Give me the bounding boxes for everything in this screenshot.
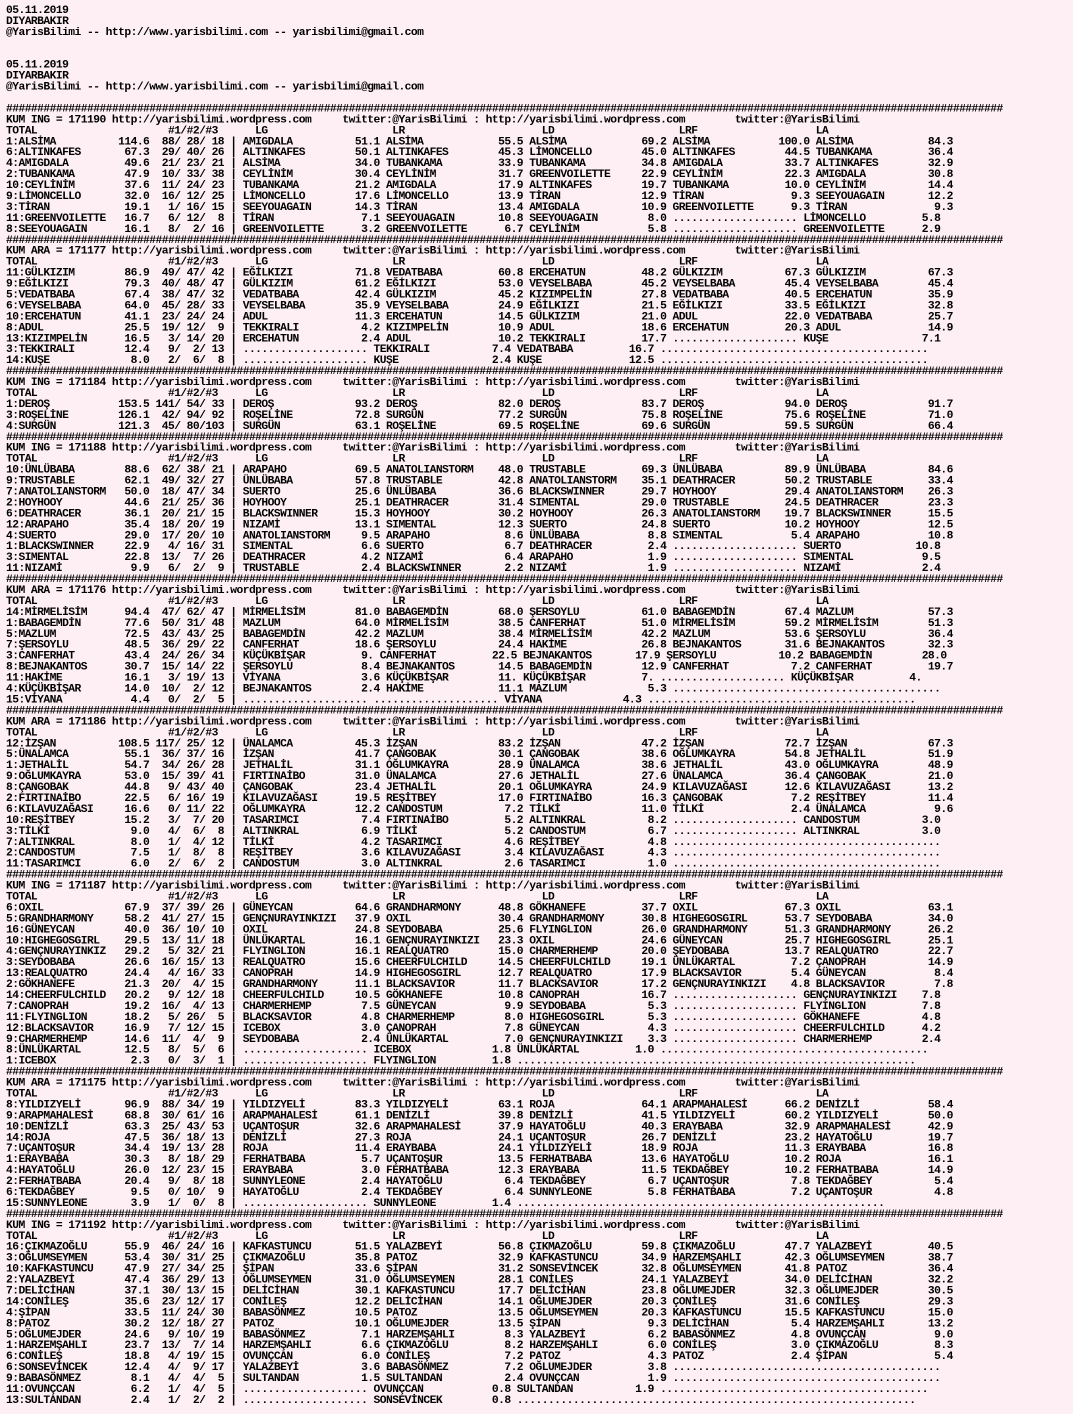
report-line: 10:ERCEHATUN 41.1 23/ 24/ 24 | ADUL 11.3 ERCEHATUN 14.5 GÜLKIZIM 21.0 ADUL 22.0 VEDATBABA 25.7 xyxy=(6,311,953,324)
report-line: TOTAL #1/#2/#3 LG LR LD LRF LA xyxy=(6,727,829,740)
report-line: 9:EĞİLKIZI 79.3 40/ 48/ 47 | GÜLKIZIM 61.2 EĞİLKIZI 53.0 VEYSELBABA 45.2 VEYSELBABA 45.4 VEYSELBABA 45.4 xyxy=(6,278,953,291)
report-line: 6:VEYSELBABA 64.0 45/ 28/ 33 | VEYSELBABA 35.9 VEYSELBABA 24.9 EĞİLKIZI 21.5 EĞİLKIZI 33.5 EĞİLKIZI 32.8 xyxy=(6,300,953,313)
report-line: 2:CANDOSTUM 7.5 1/ 8/ 8 | REŞİTBEY 3.6 KILAVUZAĞASI 3.4 KILAVUZAĞASI 4.3 ........................................... xyxy=(6,847,941,860)
report-line: ################################################################################################################################################################ xyxy=(6,366,1003,379)
report-line: TOTAL #1/#2/#3 LG LR LD LRF LA xyxy=(6,1230,829,1243)
report-line: 4:HAYATOĞLU 26.0 12/ 23/ 15 | ERAYBABA 3.0 FERHATBABA 12.3 ERAYBABA 11.5 TEKDAĞBEY 10.2 FERHATBABA 14.9 xyxy=(6,1165,953,1178)
report-line: 8:ÇANGOBAK 44.8 9/ 43/ 40 | ÇANGOBAK 23.4 JETHALİL 20.1 OĞLUMKAYRA 24.9 KILAVUZAĞASI 12.6 KILAVUZAĞASI 13.2 xyxy=(6,782,953,795)
report-line: 12:BLACKSAVIOR 16.9 7/ 12/ 15 | ICEBOX 3.0 ÇANOPRAH 7.8 GÜNEYCAN 4.3 .................... CHEERFULCHILD 4.2 xyxy=(6,1022,941,1035)
report-line: 8:BEJNAKANTOS 30.7 15/ 14/ 22 | ŞERSOYLU 8.4 BEJNAKANTOS 14.5 BABAGEMDİN 12.9 CANFERHAT 7.2 CANFERHAT 19.7 xyxy=(6,661,953,674)
report-line: 1:BLACKSWINNER 22.9 4/ 16/ 31 | SIMENTAL 6.6 SUERTO 6.7 DEATHRACER 2.4 .................... SUERTO 10.8 xyxy=(6,541,941,554)
report-line: 13:REALQUATRO 24.4 4/ 16/ 33 | CANOPRAH 14.9 HIGHEGOSGIRL 12.7 REALQUATRO 17.9 BLACKSAVIOR 5.4 GÜNEYCAN 8.4 xyxy=(6,968,953,981)
report-line: 4:SUERTO 29.0 17/ 20/ 10 | ANATOLIANSTORM 9.5 ARAPAHO 8.6 ÜNLÜBABA 8.8 SIMENTAL 5.4 ARAPAHO 10.8 xyxy=(6,530,953,543)
report-line: 10:HIGHEGOSGIRL 29.5 13/ 11/ 18 | ÜNLÜKARTAL 16.1 GENÇNURAYINKIZI 23.3 OXIL 24.6 GÜNEYCAN 25.7 HIGHEGOSGIRL 25.1 xyxy=(6,935,953,948)
report-line: ################################################################################################################################################################ xyxy=(6,431,1003,444)
report-line: KUM ARA = 171186 http://yarisbilimi.wordpress.com twitter:@YarisBilimi : http://yarisbilimi.wordpress.com twitter:@YarisBilimi xyxy=(6,716,860,729)
report-line: 14:MİRMELİSİM 94.4 47/ 62/ 47 | MİRMELİSİM 81.0 BABAGEMDİN 68.0 ŞERSOYLU 61.0 BABAGEMDİN 67.4 MAZLUM 57.3 xyxy=(6,606,953,619)
report-line: 15:VİYANA 4.4 0/ 2/ 5 | .................... .................... VİYANA 4.3 ........................................... xyxy=(6,694,916,707)
report-line: 13:KIZIMPELİN 16.5 3/ 14/ 20 | ERCEHATUN 2.4 ADUL 10.2 TEKKIRALI 17.7 .................... KUŞE 7.1 xyxy=(6,333,941,346)
report-line: @YarisBilimi -- http://www.yarisbilimi.com -- yarisbilimi@gmail.com xyxy=(6,26,424,39)
report-line: 8:ADUL 25.5 19/ 12/ 9 | TEKKIRALI 4.2 KIZIMPELİN 10.9 ADUL 18.6 ERCEHATUN 20.3 ADUL 14.9 xyxy=(6,322,953,335)
report-line: 10:REŞİTBEY 15.2 3/ 7/ 20 | TASARIMCI 7.4 FIRTINAİBO 5.2 ALTINKRAL 8.2 .................... CANDOSTUM 3.0 xyxy=(6,814,941,827)
report-line: 8:YILDIZYELİ 96.9 88/ 34/ 19 | YILDIZYELİ 83.3 YILDIZYELİ 63.1 ROJA 64.1 ARAPMAHALESİ 66.2 DENİZLİ 58.4 xyxy=(6,1099,953,1112)
report-line: 4:GENÇNURAYINKIZ 29.2 5/ 32/ 21 | FLYINGLION 16.1 REALQUATRO 15.0 CHARMERHEMP 20.0 ŞEYDOBABA 13.7 REALQUATRO 22.7 xyxy=(6,946,953,959)
report-line: 3:OĞLUMSEYMEN 53.4 30/ 31/ 25 | ÇIKMAZOĞLU 35.8 PATOZ 32.9 KAFKASTUNCU 34.9 HARZEMŞAHLI 42.3 OĞLUMSEYMEN 38.7 xyxy=(6,1252,953,1265)
report-line: 8:ÜNLÜKARTAL 12.5 8/ 5/ 6 | .................... ICEBOX 1.8 ÜNLÜKARTAL 1.0 ........................................... xyxy=(6,1044,928,1057)
report-line: 10:CEYLİNİM 37.6 11/ 24/ 23 | TUBANKAMA 21.2 AMIGDALA 17.9 ALTINKAFES 19.7 TUBANKAMA 10.0 CEYLİNİM 14.4 xyxy=(6,180,953,193)
report-line: 11:HAKİME 16.1 3/ 19/ 13 | VİYANA 3.6 KÜÇÜKBİŞAR 11. KÜÇÜKBİŞAR 7. .................... KÜÇÜKBİŞAR 4. xyxy=(6,672,922,685)
report-line: 12:İZŞAN 108.5 117/ 25/ 12 | ÜNALAMCA 45.3 İZŞAN 83.2 İZŞAN 47.2 İZŞAN 72.7 İZŞAN 67.3 xyxy=(6,738,953,751)
report-line: TOTAL #1/#2/#3 LG LR LD LRF LA xyxy=(6,1088,829,1101)
report-line: 7:ALTINKRAL 8.0 1/ 4/ 12 | TİLKİ 4.2 TASARIMCI 4.6 REŞİTBEY 4.8 ........................................... xyxy=(6,836,941,849)
report-line: 1:HARZEMŞAHLI 23.7 13/ 7/ 14 | HARZEMŞAHLI 6.6 ÇIKMAZOĞLU 8.2 HARZEMŞAHLI 6.0 CONİLEŞ 3.0 ÇIKMAZOĞLU 8.3 xyxy=(6,1340,953,1353)
report-line: TOTAL #1/#2/#3 LG LR LD LRF LA xyxy=(6,453,829,466)
report-line: @YarisBilimi -- http://www.yarisbilimi.com -- yarisbilimi@gmail.com xyxy=(6,81,424,94)
report-line: KUM ING = 171192 http://yarisbilimi.wordpress.com twitter:@YarisBilimi : http://yarisbilimi.wordpress.com twitter:@YarisBilimi xyxy=(6,1219,860,1232)
report-line: 5:VEDATBABA 67.4 38/ 47/ 32 | VEDATBABA 42.4 GÜLKIZIM 45.2 KIZIMPELİN 27.8 VEDATBABA 40.5 ERCEHATUN 35.9 xyxy=(6,289,953,302)
report-line: DIYARBAKIR xyxy=(6,15,69,28)
report-line: 11:GÜLKIZIM 86.9 49/ 47/ 42 | EĞİLKIZI 71.8 VEDATBABA 60.8 ERCEHATUN 48.2 GÜLKIZIM 67.3 GÜLKIZIM 67.3 xyxy=(6,267,953,280)
report-line: 10:KAFKASTUNCU 47.9 27/ 34/ 25 | ŞİPAN 33.6 ŞİPAN 31.2 SONSEVİNCEK 32.8 OĞLUMSEYMEN 41.8 PATOZ 36.4 xyxy=(6,1263,953,1276)
report-line: 4:ŞİPAN 33.5 11/ 24/ 30 | BABASÖNMEZ 10.5 PATOZ 13.5 OĞLUMSEYMEN 20.3 KAFKASTUNCU 15.5 KAFKASTUNCU 15.0 xyxy=(6,1307,953,1320)
report-line: ################################################################################################################################################################ xyxy=(6,574,1003,587)
report-line: 7:DELİCİHAN 37.1 30/ 13/ 15 | DELİCİHAN 30.1 KAFKASTUNCU 17.7 DELİCİHAN 23.8 OĞLUMEJDER 32.3 OĞLUMEJDER 30.5 xyxy=(6,1285,953,1298)
report-line: ################################################################################################################################################################ xyxy=(6,869,1003,882)
report-line: DIYARBAKIR xyxy=(6,70,69,83)
report-line: 3:TİRAN 19.1 1/ 16/ 15 | SEEYOUAGAIN 14.3 TİRAN 13.4 AMIGDALA 10.9 GREENVOILETTE 9.3 TİRAN 9.3 xyxy=(6,201,953,214)
report-line: 9:CHARMERHEMP 14.6 11/ 4/ 9 | SEYDOBABA 2.4 ÜNLÜKARTAL 7.0 GENÇNURAYINKIZI 3.3 .................... CHARMERHEMP 2.4 xyxy=(6,1033,941,1046)
report-line: 14:CHEERFULCHILD 20.2 9/ 12/ 18 | CHEERFULCHILD 10.5 GÖKHANEFE 10.8 CANOPRAH 16.7 .................... GENÇNURAYINKIZI 7.8 xyxy=(6,990,941,1002)
report-line: 5:GRANDHARMONY 58.2 41/ 27/ 15 | GENÇNURAYINKIZI 37.9 OXIL 30.4 GRANDHARMONY 30.8 HIGHEGOSGIRL 53.7 SEYDOBABA 34.0 xyxy=(6,913,953,926)
report-line: 2:FERHATBABA 20.4 9/ 8/ 18 | SUNNYLEONE 2.4 HAYATOĞLU 6.4 TEKDAĞBEY 6.7 UÇANTOŞUR 7.8 TEKDAĞBEY 5.4 xyxy=(6,1176,953,1189)
report-line: 4:AMIGDALA 49.6 21/ 23/ 21 | ALSİMA 34.0 TUBANKAMA 33.9 TUBANKAMA 34.8 AMIGDALA 33.7 ALTINKAFES 32.9 xyxy=(6,158,953,171)
report-line: 13:SULTANDAN 2.4 1/ 2/ 2 | .................... SONSEVİNCEK 0.8 ................................................................ xyxy=(6,1394,916,1407)
report-line: 05.11.2019 xyxy=(6,59,69,72)
report-line: 6:ALTINKAFES 67.3 29/ 40/ 26 | ALTINKAFES 50.1 ALTINKAFES 45.3 LİMONCELLO 45.0 ALTINKAFES 44.5 TUBANKAMA 36.4 xyxy=(6,147,953,160)
report-line: TOTAL #1/#2/#3 LG LR LD LRF LA xyxy=(6,256,829,269)
report-line: 1:ICEBOX 2.3 0/ 3/ 1 | .................... FLYINGLION 1.8 ................................................................ xyxy=(6,1055,916,1068)
report-line: 2:YALAZBEYİ 47.4 36/ 29/ 13 | OĞLUMSEYMEN 31.0 OĞLUMSEYMEN 28.1 CONİLEŞ 24.1 YALAZBEYİ 34.0 DELİCİHAN 32.2 xyxy=(6,1274,953,1287)
report-line: 4:KÜÇÜKBİŞAR 14.0 10/ 2/ 12 | BEJNAKANTOS 2.4 HAKİME 11.1 MAZLUM 5.3 ........................................... xyxy=(6,683,941,696)
report-line: 11:TASARIMCI 6.0 2/ 6/ 2 | CANDOSTUM 3.0 ALTINKRAL 2.6 TASARIMCI 1.0 ........................................... xyxy=(6,858,941,871)
report-line: TOTAL #1/#2/#3 LG LR LD LRF LA xyxy=(6,891,829,904)
report-line: 2:TUBANKAMA 47.9 10/ 33/ 38 | CEYLİNİM 30.4 CEYLİNİM 31.7 GREENVOILETTE 22.9 CEYLİNİM 22.3 AMIGDALA 30.8 xyxy=(6,169,953,182)
report-line: 3:TEKKIRALI 12.4 9/ 2/ 13 | .................... TEKKIRALI 7.4 VEDATBABA 16.7 ........................................... xyxy=(6,344,928,357)
report-line: 2:HOYHOOY 44.6 21/ 25/ 36 | HOYHOOY 25.1 DEATHRACER 31.4 SIMENTAL 29.0 TRUSTABLE 24.5 DEATHRACER 23.3 xyxy=(6,497,953,510)
report-line: KUM ING = 171184 http://yarisbilimi.wordpress.com twitter:@YarisBilimi : http://yarisbilimi.wordpress.com twitter:@YarisBilimi xyxy=(6,377,860,390)
report-line: 5:MAZLUM 72.5 43/ 43/ 25 | BABAGEMDİN 42.2 MAZLUM 38.4 MİRMELİSİM 42.2 MAZLUM 53.6 ŞERSOYLU 36.4 xyxy=(6,628,953,641)
report-line: 3:TİLKİ 9.0 4/ 6/ 8 | ALTINKRAL 6.9 TİLKİ 5.2 CANDOSTUM 6.7 .................... ALTINKRAL 3.0 xyxy=(6,825,941,838)
report-line: 16:GÜNEYCAN 40.0 36/ 10/ 10 | OXIL 24.8 SEYDOBABA 25.6 FLYINGLION 26.0 GRANDHARMONY 51.3 GRANDHARMONY 26.2 xyxy=(6,924,953,937)
report-line: 1:ALSİMA 114.6 88/ 28/ 18 | AMIGDALA 51.1 ALSİMA 55.5 ALSİMA 69.2 ALSİMA 100.0 ALSİMA 84.3 xyxy=(6,136,953,149)
report-line: 11:GREENVOILETTE 16.7 6/ 12/ 8 | TİRAN 7.1 SEEYOUAGAIN 10.8 SEEYOUAGAIN 8.0 .................... LİMONCELLO 5.8 xyxy=(6,212,941,225)
report-line: 10:ÜNLÜBABA 88.6 62/ 38/ 21 | ARAPAHO 69.5 ANATOLIANSTORM 48.0 TRUSTABLE 69.3 ÜNLÜBABA 89.9 ÜNLÜBABA 84.6 xyxy=(6,464,953,477)
report-line: 7:UÇANTOŞUR 34.4 19/ 13/ 28 | ROJA 11.4 ERAYBABA 24.1 YILDIZYELİ 18.9 ROJA 11.3 ERAYBABA 16.8 xyxy=(6,1143,953,1156)
report-line: 6:TEKDAĞBEY 9.5 0/ 10/ 9 | HAYATOĞLU 2.4 TEKDAĞBEY 6.4 SUNNYLEONE 5.8 FERHATBABA 7.2 UÇANTOŞUR 4.8 xyxy=(6,1187,953,1199)
report-line xyxy=(6,50,1073,61)
report-line: ################################################################################################################################################################ xyxy=(6,103,1003,116)
report-line: 3:CANFERHAT 43.4 24/ 26/ 34 | KÜÇÜKBİŞAR 9. CANFERHAT 22.5 BEJNAKANTOS 17.9 ŞERSOYLU 10.2 BABAGEMDİN 28.0 xyxy=(6,650,947,663)
report-line: 2:GÖKHANEFE 21.3 20/ 4/ 15 | GRANDHARMONY 11.1 BLACKSAVIOR 11.7 BLACKSAVIOR 17.2 GENÇNURAYINKIZI 4.8 BLACKSAVIOR 7.8 xyxy=(6,979,953,992)
report-line: 7:ŞERSOYLU 48.5 36/ 29/ 22 | CANFERHAT 18.6 ŞERSOYLU 24.4 HAKİME 26.8 BEJNAKANTOS 31.6 BEJNAKANTOS 32.3 xyxy=(6,639,953,652)
report-line: 6:CONİLEŞ 18.8 4/ 19/ 15 | OVUNÇCAN 6.0 CONİLEŞ 7.2 PATOZ 4.3 PATOZ 2.4 ŞİPAN 5.4 xyxy=(6,1351,953,1364)
report-line: 14:CONİLEŞ 35.6 23/ 12/ 17 | CONİLEŞ 12.2 DELİCİHAN 14.1 OĞLUMEJDER 20.3 ÇONİLEŞ 31.6 CONİLEŞ 29.3 xyxy=(6,1296,953,1309)
report-line: 9:OĞLUMKAYRA 53.0 15/ 39/ 41 | FIRTINAİBO 31.0 ÜNALAMCA 27.6 JETHALİL 27.6 ÜNALAMCA 36.4 ÇANGOBAK 21.0 xyxy=(6,771,953,784)
report-line: 05.11.2019 xyxy=(6,4,69,17)
report-line: 6:DEATHRACER 36.1 20/ 21/ 15 | BLACKSWINNER 15.3 HOYHOOY 30.2 HOYHOOY 26.3 ANATOLIANSTORM 19.7 BLACKSWINNER 15.5 xyxy=(6,508,953,521)
report-line: ################################################################################################################################################################ xyxy=(6,1208,1003,1221)
report-line: 1:ERAYBABA 30.3 8/ 18/ 29 | FERHATBABA 5.7 UÇANTOŞUR 13.5 FERHATBABA 13.6 HAYATOĞLU 10.2 ROJA 16.1 xyxy=(6,1154,953,1167)
report-line: 10:DENİZLİ 63.3 25/ 43/ 53 | UÇANTOŞUR 32.6 ARAPMAHALESİ 37.9 HAYATOĞLU 40.3 ERAYBABA 32.9 ARAPMAHALESİ 42.9 xyxy=(6,1121,953,1134)
report-line: 2:FIRTINAİBO 22.5 6/ 16/ 19 | KILAVUZAĞASI 19.5 REŞİTBEY 17.0 FIRTINAİBO 16.3 ÇANGOBAK 7.2 REŞİTBEY 11.4 xyxy=(6,793,953,805)
report-line: 15:SUNNYLEONE 3.9 1/ 0/ 8 | .................... SUNNYLEONE 1.4 ........................................................... xyxy=(6,1197,885,1210)
report-line: 5:OĞLUMEJDER 24.6 9/ 10/ 19 | BABASÖNMEZ 7.1 HARZEMŞAHLI 8.3 YALAZBEYİ 6.2 BABASÖNMEZ 4.8 OVUNÇCAN 9.0 xyxy=(6,1329,953,1342)
report-line: 9:LİMONCELLO 32.0 16/ 12/ 25 | LİMONCELLO 17.6 LİMONCELLO 13.9 TİRAN 12.9 TİRAN 9.3 SEEYOUAGAIN 12.2 xyxy=(6,191,953,203)
report-line: 11:FLYINGLION 18.2 5/ 26/ 5 | BLACKSAVIOR 4.8 CHARMERHEMP 8.0 HIGHEGOSGIRL 5.3 .................... GÖKHANEFE 4.8 xyxy=(6,1011,941,1024)
report-line: TOTAL #1/#2/#3 LG LR LD LRF LA xyxy=(6,596,829,608)
report-line: 9:ARAPMAHALESİ 68.8 30/ 61/ 16 | ARAPMAHALESİ 61.1 DENİZLİ 39.8 DENİZLİ 41.5 YILDIZYELİ 60.2 YILDIZYELİ 50.0 xyxy=(6,1110,953,1123)
report-line: 6:OXIL 67.9 37/ 39/ 26 | GÜNEYCAN 64.6 GRANDHARMONY 48.8 GÖKHANEFE 37.7 OXIL 67.3 OXIL 63.1 xyxy=(6,902,953,915)
report-line: 7:CANOPRAH 19.2 16/ 4/ 13 | CHARMERHEMP 7.5 GÜNEYCAN 9.9 SEYDOBABA 5.3 .................... FLYINGLION 7.8 xyxy=(6,1000,941,1013)
report-line: KUM ARA = 171177 http://yarisbilimi.wordpress.com twitter:@YarisBilimi : http://yarisbilimi.wordpress.com twitter:@YarisBilimi xyxy=(6,245,860,258)
report-line: 7:ANATOLIANSTORM 50.0 18/ 47/ 34 | SUERTO 25.6 ÜNLÜBABA 36.6 BLACKSWINNER 29.7 HOYHOOY 29.4 ANATOLIANSTORM 26.3 xyxy=(6,486,953,499)
report-line: 3:SEYDOBABA 26.6 16/ 15/ 13 | REALQUATRO 15.6 CHEERFULCHILD 14.5 CHEERFULCHILD 19.1 ÜNLÜKARTAL 7.2 ÇANOPRAH 14.9 xyxy=(6,957,953,970)
report-line xyxy=(6,39,1073,50)
report-line: KUM ARA = 171176 http://yarisbilimi.wordpress.com twitter:@YarisBilimi : http://yarisbilimi.wordpress.com twitter:@YarisBilimi xyxy=(6,585,860,597)
report-line: TOTAL #1/#2/#3 LG LR LD LRF LA xyxy=(6,125,829,138)
report-line: KUM ARA = 171175 http://yarisbilimi.wordpress.com twitter:@YarisBilimi : http://yarisbilimi.wordpress.com twitter:@YarisBilimi xyxy=(6,1077,860,1090)
report-line: 14:ROJA 47.5 36/ 18/ 13 | DENİZLİ 27.3 ROJA 24.1 UÇANTOŞUR 26.7 DENİZLİ 23.2 HAYATOĞLU 19.7 xyxy=(6,1132,953,1145)
report-line: 9:BABASÖNMEZ 8.1 4/ 4/ 5 | SULTANDAN 1.5 SULTANDAN 2.4 OVUNÇCAN 1.9 ........................................... xyxy=(6,1373,941,1386)
report-line: 11:OVUNÇCAN 6.2 1/ 4/ 5 | .................... OVUNÇCAN 0.8 SULTANDAN 1.9 ........................................... xyxy=(6,1384,928,1396)
report-line: 1:DEROŞ 153.5 141/ 54/ 33 | DEROŞ 93.2 DEROŞ 82.0 DEROŞ 83.7 DEROŞ 94.0 DEROŞ 91.7 xyxy=(6,398,953,411)
report-line: 4:SURGÜN 121.3 45/ 80/103 | SURGÜN 63.1 ROŞELİNE 69.5 ROŞELİNE 69.6 SURGÜN 59.5 SURGÜN 66.4 xyxy=(6,420,953,433)
report-line: 1:JETHALİL 54.7 34/ 26/ 28 | JETHALİL 31.1 OĞLUMKAYRA 28.9 ÜNALAMCA 38.6 JETHALİL 43.0 OĞLUMKAYRA 48.9 xyxy=(6,760,953,773)
report-line: ################################################################################################################################################################ xyxy=(6,234,1003,247)
report-line: ################################################################################################################################################################ xyxy=(6,705,1003,718)
report-line: KUM ING = 171188 http://yarisbilimi.wordpress.com twitter:@YarisBilimi : http://yarisbilimi.wordpress.com twitter:@YarisBilimi xyxy=(6,442,860,455)
report-line: 5:ÜNALAMCA 55.1 36/ 37/ 16 | İZŞAN 41.7 ÇANGOBAK 30.1 ÇANGOBAK 38.6 OĞLUMKAYRA 54.8 JETHALİL 51.9 xyxy=(6,749,953,762)
report-line: 6:SONSEVİNCEK 12.4 4/ 9/ 17 | YALAZBEYİ 3.6 BABASÖNMEZ 7.2 OĞLUMEJDER 3.8 ........................................... xyxy=(6,1362,941,1375)
report-line: 12:ARAPAHO 35.4 18/ 20/ 19 | NIZAMİ 13.1 SIMENTAL 12.3 SUERTO 24.8 SUERTO 10.2 HOYHOOY 12.5 xyxy=(6,519,953,532)
report-line: 11:NIZAMİ 9.9 6/ 2/ 9 | TRUSTABLE 2.4 BLACKSWINNER 2.2 NIZAMİ 1.9 .................... NIZAMİ 2.4 xyxy=(6,563,941,576)
report-line: 6:KILAVUZAĞASI 16.6 0/ 11/ 22 | OĞLUMKAYRA 12.2 CANDOSTUM 7.2 TİLKİ 11.0 TİLKİ 2.4 ÜNALAMCA 9.6 xyxy=(6,803,953,816)
report-line: 8:PATOZ 30.2 12/ 18/ 27 | PATOZ 10.1 OĞLUMEJDER 13.5 ŞİPAN 9.3 DELİCİHAN 5.4 HARZEMŞAHLI 13.2 xyxy=(6,1318,953,1331)
report-line: 3:SIMENTAL 22.8 13/ 7/ 26 | DEATHRACER 4.2 NIZAMİ 6.4 ARAPAHO 1.9 .................... SIMENTAL 9.5 xyxy=(6,552,941,565)
report-line: 16:ÇIKMAZOĞLU 55.9 46/ 24/ 16 | KAFKASTUNCU 51.5 YALAZBEYİ 56.8 ÇIKMAZOĞLU 59.8 ÇIKMAZOĞLU 47.7 YALAZBEYİ 40.5 xyxy=(6,1241,953,1254)
report-line: 9:TRUSTABLE 62.1 49/ 32/ 27 | ÜNLÜBABA 57.8 TRUSTABLE 42.8 ANATOLIANSTORM 35.1 DEATHRACER 50.2 TRUSTABLE 33.4 xyxy=(6,475,953,488)
report-line: 3:ROŞELİNE 126.1 42/ 94/ 92 | ROŞELİNE 72.8 SURGÜN 77.2 SURGÜN 75.8 ROŞELİNE 75.6 ROŞELİNE 71.0 xyxy=(6,409,953,422)
report-line: ################################################################################################################################################################ xyxy=(6,1066,1003,1079)
report-line: KUM ING = 171187 http://yarisbilimi.wordpress.com twitter:@YarisBilimi : http://yarisbilimi.wordpress.com twitter:@YarisBilimi xyxy=(6,880,860,893)
report-line: 14:KUŞE 8.0 2/ 6/ 8 | .................... KUŞE 2.4 KUŞE 12.5 ........................................... xyxy=(6,355,928,368)
report-line: 1:BABAGEMDİN 77.6 50/ 31/ 48 | MAZLUM 64.0 MİRMELİSİM 38.5 CANFERHAT 51.0 MİRMELİSİM 59.2 MİRMELİSİM 51.3 xyxy=(6,617,953,630)
report-line: TOTAL #1/#2/#3 LG LR LD LRF LA xyxy=(6,388,829,400)
report-line: 8:SEEYOUAGAIN 16.1 8/ 2/ 16 | GREENVOILETTE 3.2 GREENVOILETTE 6.7 CEYLİNİM 5.8 .................... GREENVOILETTE 2.9 xyxy=(6,223,941,236)
report-line: KUM ING = 171190 http://yarisbilimi.wordpress.com twitter:@YarisBilimi : http://yarisbilimi.wordpress.com twitter:@YarisBilimi xyxy=(6,114,860,127)
